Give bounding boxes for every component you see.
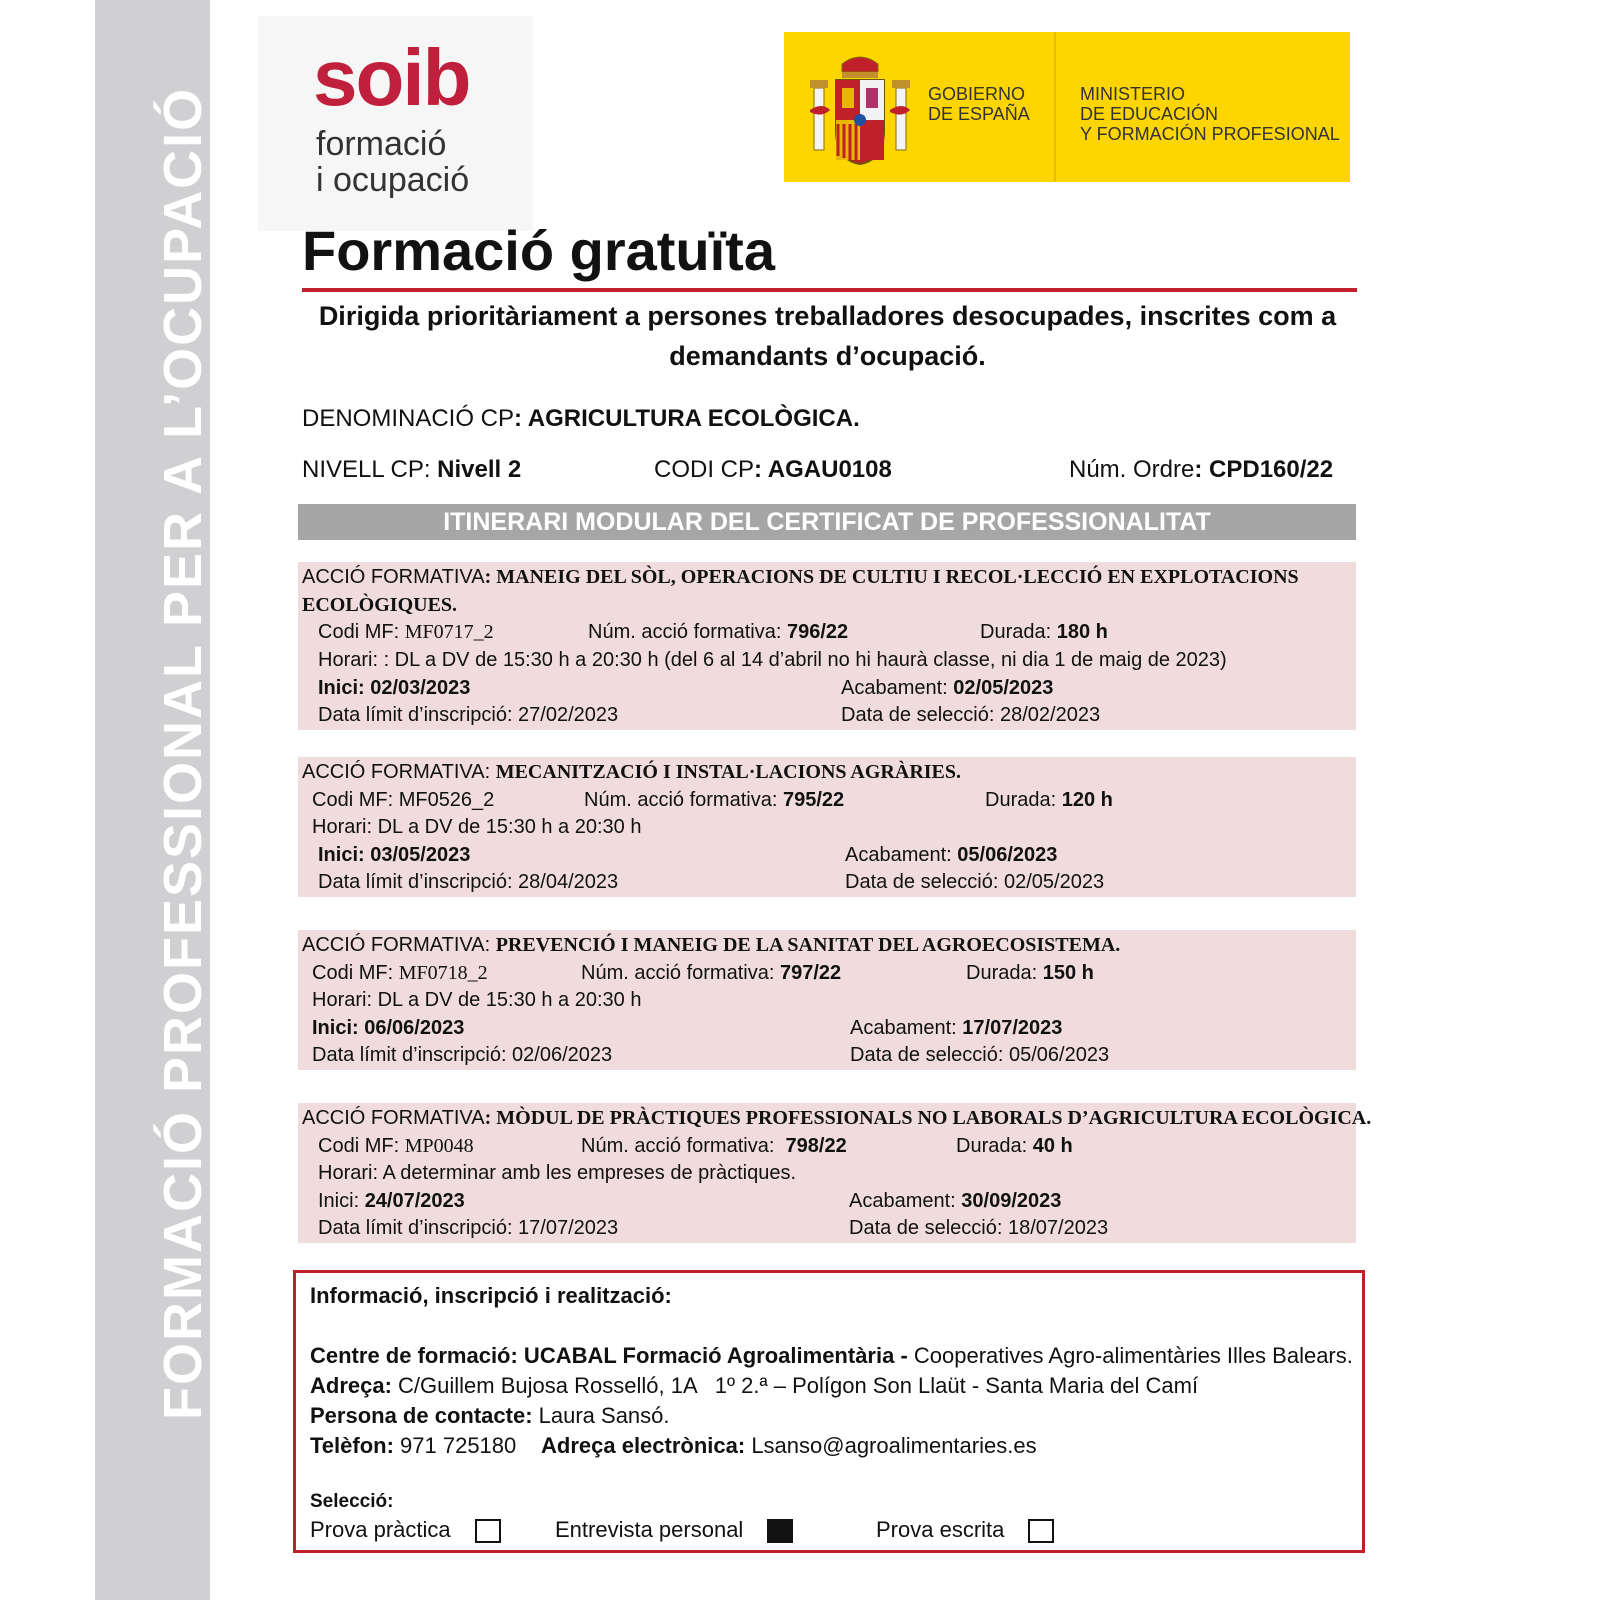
codi-mf-label: Codi MF: xyxy=(312,962,399,984)
sidebar-vertical-text: FORMACIÓ PROFESSIONAL PER A L’OCUPACIÓ xyxy=(153,86,213,1420)
ministerio-line3: Y FORMACIÓN PROFESIONAL xyxy=(1080,124,1340,144)
durada xyxy=(956,1135,1073,1158)
codi-mf-label: Codi MF: xyxy=(318,621,405,643)
checkbox-empty-icon xyxy=(475,1519,501,1543)
option-prova-escrita xyxy=(876,1517,1054,1543)
num-ordre-row xyxy=(1069,456,1333,484)
durada-label: Durada: xyxy=(980,621,1057,643)
codi-mf xyxy=(312,962,488,985)
adreca-value: C/Guillem Bujosa Rosselló, 1A 1º 2.ª – Polígon Son Llaüt - Santa Maria del Camí xyxy=(398,1373,1199,1398)
accio-name: : MANEIG DEL SÒL, OPERACIONS DE CULTIU I RECOL·LECCIÓ EN EXPLOTACIONS xyxy=(484,566,1299,588)
soib-logo xyxy=(258,16,533,231)
data-limit: Data límit d’inscripció: 02/06/2023 xyxy=(312,1044,613,1066)
ministerio-line1: MINISTERIO xyxy=(1080,84,1186,104)
spain-coat-of-arms-icon xyxy=(808,50,912,168)
info-box xyxy=(293,1270,1365,1553)
email-label: Adreça electrònica: xyxy=(541,1433,752,1458)
accio-formativa-block xyxy=(298,562,1356,730)
section-header-bar: ITINERARI MODULAR DEL CERTIFICAT DE PROFESSIONALITAT xyxy=(298,504,1356,540)
telefon-label: Telèfon: xyxy=(310,1433,401,1458)
inici-value: 06/06/2023 xyxy=(364,1017,465,1039)
durada-value: 150 h xyxy=(1042,962,1094,984)
accio-name: PREVENCIÓ I MANEIG DE LA SANITAT DEL AGROECOSISTEMA. xyxy=(495,934,1121,956)
data-seleccio: Data de selecció: 05/06/2023 xyxy=(850,1044,1110,1066)
page-subtitle: Dirigida prioritàriament a persones treballadores desocupades, inscrites com a demandants d’ocupació. xyxy=(318,301,1337,371)
data-limit: Data límit d’inscripció: 17/07/2023 xyxy=(318,1217,619,1239)
codi-mf xyxy=(312,789,494,812)
data-limit: Data límit d’inscripció: 28/04/2023 xyxy=(318,871,619,893)
acabament xyxy=(841,677,1053,700)
horari: Horari: DL a DV de 15:30 h a 20:30 h xyxy=(312,816,642,838)
accio-title xyxy=(302,761,961,784)
email-value: Lsanso@agroalimentaries.es xyxy=(751,1433,1037,1458)
horari: Horari: DL a DV de 15:30 h a 20:30 h xyxy=(312,989,642,1011)
accio-formativa-block xyxy=(298,1103,1372,1243)
acabament xyxy=(849,1190,1061,1213)
denominacio-label: DENOMINACIÓ CP xyxy=(302,405,515,432)
checkbox-filled-icon xyxy=(767,1519,793,1543)
contact-label: Persona de contacte: xyxy=(310,1403,539,1428)
codi-mf-value: MF0717_2 xyxy=(404,621,494,643)
accio-title xyxy=(302,1107,1371,1130)
acabament-label: Acabament: xyxy=(845,844,958,866)
num-accio xyxy=(581,962,841,985)
durada-label: Durada: xyxy=(956,1135,1033,1157)
durada-value: 180 h xyxy=(1056,621,1108,643)
durada xyxy=(980,621,1108,644)
accio-label: ACCIÓ FORMATIVA xyxy=(302,566,485,588)
codi-mf-label: Codi MF: xyxy=(312,789,399,811)
inici-value: 24/07/2023 xyxy=(364,1190,465,1212)
page-title: Formació gratuïta xyxy=(302,219,775,282)
ministerio-line2: DE EDUCACIÓN xyxy=(1080,104,1219,124)
gobierno-banner xyxy=(784,32,1350,182)
seleccio-label: Selecció: xyxy=(310,1491,394,1512)
data-seleccio: Data de selecció: 02/05/2023 xyxy=(845,871,1105,893)
centre-formacio xyxy=(310,1343,1353,1369)
codi-mf xyxy=(318,621,494,644)
acabament-label: Acabament: xyxy=(850,1017,963,1039)
durada xyxy=(985,789,1113,812)
inici xyxy=(318,677,470,700)
codi-cp-label: CODI CP xyxy=(654,456,755,483)
centre-label: Centre de formació: UCABAL Formació Agroalimentària - xyxy=(310,1343,914,1368)
gobierno-line2: DE ESPAÑA xyxy=(928,104,1030,124)
option-prova-practica xyxy=(310,1517,501,1543)
info-heading: Informació, inscripció i realització: xyxy=(310,1283,672,1308)
data-seleccio: Data de selecció: 18/07/2023 xyxy=(849,1217,1109,1239)
codi-mf-value: MF0718_2 xyxy=(398,962,488,984)
durada-value: 40 h xyxy=(1032,1135,1073,1157)
num-accio xyxy=(581,1135,847,1158)
num-accio xyxy=(584,789,844,812)
ministerio-text xyxy=(1080,84,1340,144)
durada-label: Durada: xyxy=(985,789,1062,811)
accio-label: ACCIÓ FORMATIVA xyxy=(302,1107,485,1129)
acabament xyxy=(845,844,1057,867)
num-accio-label: Núm. acció formativa: xyxy=(581,962,780,984)
denominacio-row xyxy=(302,405,860,433)
num-accio-value: 795/22 xyxy=(782,789,845,811)
acabament xyxy=(850,1017,1062,1040)
gobierno-divider xyxy=(1054,32,1056,182)
nivell-row xyxy=(302,456,521,484)
inici xyxy=(318,844,470,867)
data-seleccio: Data de selecció: 28/02/2023 xyxy=(841,704,1101,726)
nivell-label: NIVELL CP: xyxy=(302,456,438,483)
accio-name: MECANITZACIÓ I INSTAL·LACIONS AGRÀRIES. xyxy=(495,761,962,783)
accio-label: ACCIÓ FORMATIVA: xyxy=(302,761,496,783)
inici-label: Inici: xyxy=(318,1190,365,1212)
accio-label: ACCIÓ FORMATIVA: xyxy=(302,934,496,956)
durada-label: Durada: xyxy=(966,962,1043,984)
codi-mf-label: Codi MF: xyxy=(318,1135,405,1157)
num-accio-value: 798/22 xyxy=(785,1135,847,1157)
acabament-label: Acabament: xyxy=(841,677,954,699)
adreca-label: Adreça: xyxy=(310,1373,399,1398)
adreca xyxy=(310,1373,1198,1399)
telefon-value: 971 725180 xyxy=(400,1433,517,1458)
data-limit: Data límit d’inscripció: 27/02/2023 xyxy=(318,704,619,726)
title-underline xyxy=(302,288,1357,292)
accio-title xyxy=(302,566,1299,589)
soib-logo-subtitle xyxy=(316,126,469,198)
acabament-value: 30/09/2023 xyxy=(961,1190,1062,1212)
accio-title xyxy=(302,934,1120,957)
accio-name: : MÒDUL DE PRÀCTIQUES PROFESSIONALS NO LABORALS D’AGRICULTURA ECOLÒGICA. xyxy=(484,1107,1372,1129)
num-ordre-label: Núm. Ordre xyxy=(1069,456,1195,483)
gobierno-line1: GOBIERNO xyxy=(928,84,1026,104)
inici xyxy=(312,1017,464,1040)
codi-mf-value: MP0048 xyxy=(404,1135,474,1157)
durada-value: 120 h xyxy=(1061,789,1113,811)
horari: Horari: : DL a DV de 15:30 h a 20:30 h (del 6 al 14 d’abril no hi haurà classe, ni dia 1 de maig de 2023) xyxy=(318,649,1227,671)
telefon xyxy=(310,1433,516,1459)
inici-value: 02/03/2023 xyxy=(370,677,471,699)
num-accio-label: Núm. acció formativa: xyxy=(588,621,787,643)
inici-value: 03/05/2023 xyxy=(370,844,471,866)
durada xyxy=(966,962,1094,985)
contact-value: Laura Sansó. xyxy=(538,1403,670,1428)
accio-formativa-block xyxy=(298,757,1356,897)
option-label: Prova pràctica xyxy=(310,1517,451,1542)
horari: Horari: A determinar amb les empreses de pràctiques. xyxy=(318,1162,796,1184)
acabament-value: 17/07/2023 xyxy=(962,1017,1063,1039)
inici xyxy=(318,1190,465,1213)
inici-label: Inici: xyxy=(318,677,371,699)
gobierno-text xyxy=(928,84,1030,124)
num-ordre-value: : CPD160/22 xyxy=(1194,456,1334,483)
num-accio xyxy=(588,621,848,644)
option-label: Prova escrita xyxy=(876,1517,1005,1542)
option-entrevista-personal xyxy=(555,1517,793,1543)
persona-contacte xyxy=(310,1403,670,1429)
codi-mf xyxy=(318,1135,474,1158)
num-accio-value: 797/22 xyxy=(779,962,842,984)
soib-logo-line2: i ocupació xyxy=(316,161,470,199)
num-accio-value: 796/22 xyxy=(786,621,849,643)
num-accio-label: Núm. acció formativa: xyxy=(581,1135,786,1157)
adreca-electronica xyxy=(541,1433,1037,1459)
centre-value: Cooperatives Agro-alimentàries Illes Balears. xyxy=(913,1343,1353,1368)
nivell-value: Nivell 2 xyxy=(437,456,522,483)
denominacio-value: : AGRICULTURA ECOLÒGICA. xyxy=(514,405,860,432)
acabament-label: Acabament: xyxy=(849,1190,962,1212)
codi-cp-value: : AGAU0108 xyxy=(754,456,892,483)
num-accio-label: Núm. acció formativa: xyxy=(584,789,783,811)
accio-name-continuation: ECOLÒGIQUES. xyxy=(302,594,458,616)
accio-formativa-block xyxy=(298,930,1356,1070)
acabament-value: 05/06/2023 xyxy=(957,844,1058,866)
soib-logo-word: soib xyxy=(313,33,470,122)
acabament-value: 02/05/2023 xyxy=(953,677,1054,699)
soib-logo-line1: formació xyxy=(316,125,447,163)
checkbox-empty-icon xyxy=(1028,1519,1054,1543)
option-label: Entrevista personal xyxy=(555,1517,744,1542)
codi-mf-value: MF0526_2 xyxy=(398,789,495,811)
codi-cp-row xyxy=(654,456,892,484)
inici-label: Inici: xyxy=(312,1017,365,1039)
inici-label: Inici: xyxy=(318,844,371,866)
